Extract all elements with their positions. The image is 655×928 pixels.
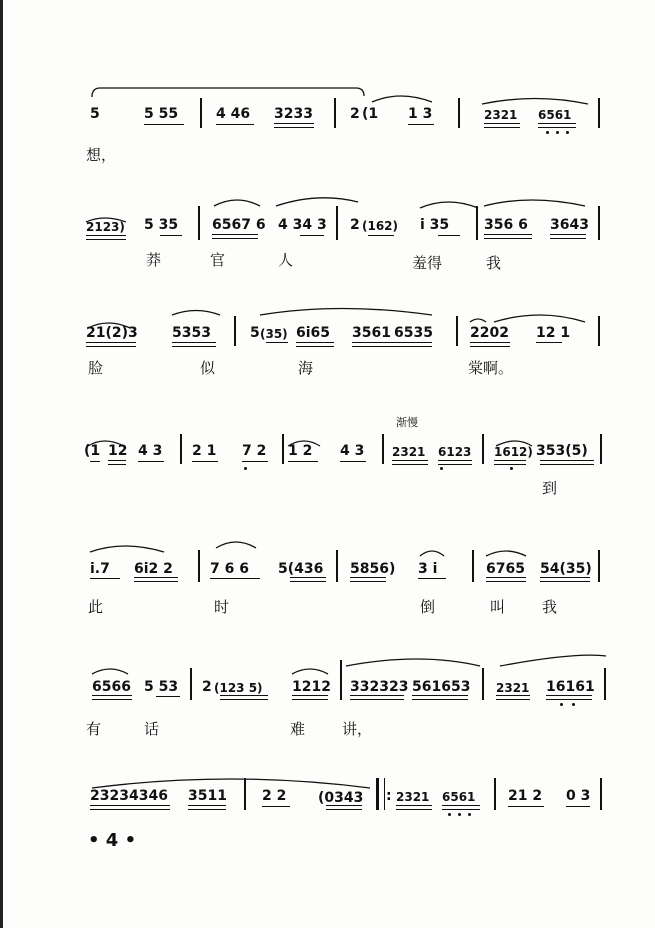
lyric: 官 — [210, 251, 226, 269]
note-group: 6567 6 — [212, 217, 266, 233]
page-number: • 4 • — [88, 830, 137, 851]
note-group: 54(35) — [540, 561, 592, 577]
note-group: 5 35 — [144, 217, 179, 233]
barline — [336, 206, 338, 240]
lyric: 莽 — [146, 251, 162, 269]
barline — [494, 778, 496, 810]
note-group: 12 1 — [536, 325, 571, 341]
barline — [180, 434, 182, 464]
barline — [198, 550, 200, 582]
note-group: (162) — [362, 219, 399, 233]
barline — [382, 434, 384, 464]
lyric: 到 — [542, 479, 558, 497]
barline — [472, 550, 474, 582]
barline — [234, 316, 236, 346]
note-group: (0343 — [318, 790, 364, 806]
note-group: 2123) — [86, 220, 125, 234]
barline — [190, 668, 192, 700]
note-group: 1 3 — [408, 106, 433, 122]
note-group: 2321 — [496, 681, 530, 695]
barline — [598, 550, 600, 582]
note-group: 6123 — [438, 445, 472, 459]
note-group: 5353 — [172, 325, 211, 341]
note-group: 5 55 — [144, 106, 179, 122]
note-group: 332323 — [350, 679, 409, 695]
note-group: 6i65 — [296, 325, 331, 341]
note-group: i 35 — [420, 217, 450, 233]
note-group: 21 2 — [508, 788, 543, 804]
note-group: 4 3 — [340, 443, 365, 459]
barline — [604, 668, 606, 700]
note-group: 5 — [250, 325, 260, 341]
note-group: (1 — [362, 106, 379, 122]
note-group: 2321 — [484, 108, 518, 122]
note-group: 6566 — [92, 679, 131, 695]
note-group: 12 — [108, 443, 128, 459]
lyric: 想， — [86, 146, 117, 164]
note-group: 6i2 2 — [134, 561, 173, 577]
barline — [600, 434, 602, 464]
note-group: 2321 — [396, 790, 430, 804]
note-group: 2 2 — [262, 788, 287, 804]
lyric: 有 — [86, 720, 102, 738]
note-group: 2 1 — [192, 443, 217, 459]
barline — [200, 98, 202, 128]
note-group: 353(5) — [536, 443, 588, 459]
lyric: 我 — [486, 254, 502, 272]
note-group: 3561 — [352, 325, 391, 341]
barline — [598, 98, 600, 128]
lyric: 我 — [542, 598, 558, 616]
barline — [340, 660, 342, 700]
note-group: 0 3 — [566, 788, 591, 804]
note-group: 4 3 — [138, 443, 163, 459]
lyric: 难 — [290, 720, 306, 738]
note-group: 561653 — [412, 679, 471, 695]
lyric: 棠啊。 — [468, 359, 514, 377]
barline — [198, 206, 200, 240]
lyric: 倒 — [420, 598, 436, 616]
note-group: (1 — [84, 443, 101, 459]
barline — [476, 206, 478, 240]
barline — [334, 98, 336, 128]
barline — [458, 98, 460, 128]
note-group: 3643 — [550, 217, 589, 233]
lyric: 海 — [298, 359, 314, 377]
barline — [456, 316, 458, 346]
note-group: 3233 — [274, 106, 313, 122]
barline — [600, 778, 602, 810]
note-group: 23234346 — [90, 788, 168, 804]
lyric: 此 — [88, 598, 104, 616]
note-group: i.7 — [90, 561, 110, 577]
barline — [244, 778, 246, 810]
note-group: 5 — [90, 106, 100, 122]
note-group: 4 46 — [216, 106, 251, 122]
note-group: 3 i — [418, 561, 438, 577]
note-group: 7 2 — [242, 443, 267, 459]
note-group: 356 6 — [484, 217, 528, 233]
lyric: 叫 — [490, 598, 506, 616]
note-group: 6535 — [394, 325, 433, 341]
repeat-barline — [376, 778, 385, 810]
barline — [282, 434, 284, 464]
repeat-dots: : — [386, 788, 392, 804]
note-group: 2 — [350, 217, 360, 233]
note-group: 1612) — [494, 445, 533, 459]
lyric: 讲， — [342, 720, 373, 738]
note-group: 6561 — [538, 108, 572, 122]
note-group: 16161 — [546, 679, 595, 695]
note-group: 21(2)3 — [86, 325, 138, 341]
barline — [598, 206, 600, 240]
note-group: 3511 — [188, 788, 227, 804]
note-group: (123 5) — [214, 681, 263, 695]
lyric: 时 — [214, 598, 230, 616]
barline — [598, 316, 600, 346]
lyric: 脸 — [88, 359, 104, 377]
lyric: 羞得 — [412, 254, 443, 272]
note-group: 2 — [202, 679, 212, 695]
lyric: 似 — [200, 359, 216, 377]
note-group: 6765 — [486, 561, 525, 577]
note-group: 2202 — [470, 325, 509, 341]
note-group: 4 34 3 — [278, 217, 327, 233]
lyric: 人 — [278, 251, 294, 269]
tempo-marking: 渐慢 — [396, 416, 418, 429]
note-group: 7 6 6 — [210, 561, 249, 577]
note-group: 1212 — [292, 679, 331, 695]
note-group: 1 2 — [288, 443, 313, 459]
barline — [482, 668, 484, 700]
lyric: 话 — [144, 720, 160, 738]
barline — [482, 434, 484, 464]
note-group: 2321 — [392, 445, 426, 459]
note-group: 5 53 — [144, 679, 179, 695]
note-group: (35) — [260, 327, 288, 341]
barline — [336, 550, 338, 582]
note-group: 6561 — [442, 790, 476, 804]
note-group: 5(436 — [278, 561, 324, 577]
note-group: 5856) — [350, 561, 396, 577]
note-group: 2 — [350, 106, 360, 122]
